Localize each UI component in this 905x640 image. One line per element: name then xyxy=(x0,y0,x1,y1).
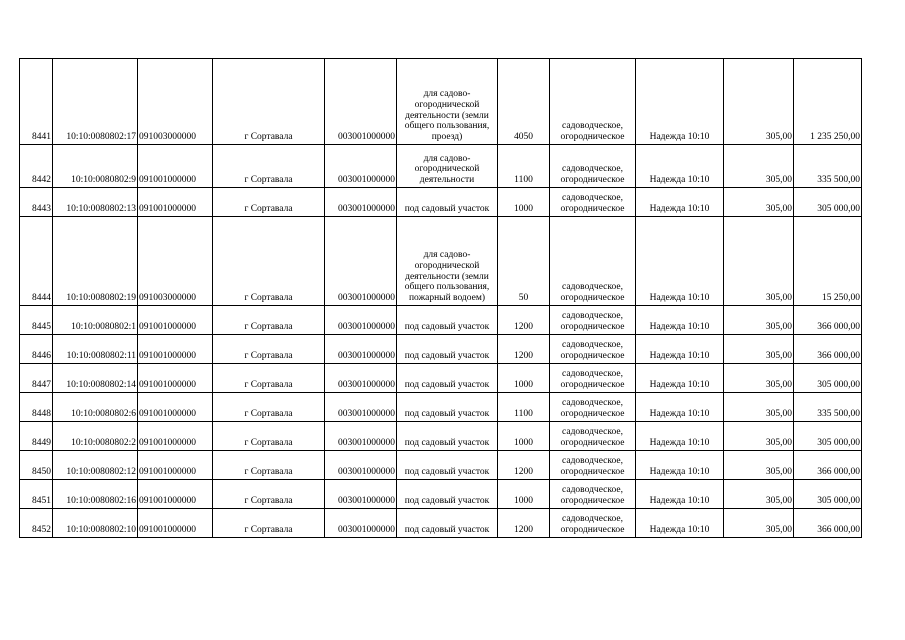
category-code: 003001000000 xyxy=(325,306,397,335)
cadastral-value: 335 500,00 xyxy=(794,145,862,188)
cadastral-value: 15 250,00 xyxy=(794,217,862,306)
table-row xyxy=(20,509,862,538)
cadastral-value: 1 235 250,00 xyxy=(794,59,862,145)
area: 1000 xyxy=(498,188,550,217)
land-category: садоводческое, огородническое xyxy=(550,422,636,451)
row-number: 8445 xyxy=(20,306,53,335)
row-number: 8443 xyxy=(20,188,53,217)
table-row xyxy=(20,59,862,145)
row-number: 8447 xyxy=(20,364,53,393)
row-number: 8452 xyxy=(20,509,53,538)
cadastral-value: 366 000,00 xyxy=(794,306,862,335)
land-category: садоводческое, огородническое xyxy=(550,217,636,306)
valuation-zone: Надежда 10:10 xyxy=(636,422,724,451)
land-register-table xyxy=(19,58,862,538)
permitted-use: для садово-огороднической деятельности (земли общего пользования, проезд) xyxy=(397,59,498,145)
area: 4050 xyxy=(498,59,550,145)
table-row xyxy=(20,188,862,217)
specific-value: 305,00 xyxy=(724,509,794,538)
table-row xyxy=(20,364,862,393)
cadastral-number: 10:10:0080802:6 xyxy=(53,393,138,422)
valuation-zone: Надежда 10:10 xyxy=(636,217,724,306)
settlement: г Сортавала xyxy=(213,364,325,393)
settlement: г Сортавала xyxy=(213,451,325,480)
cadastral-number: 10:10:0080802:11 xyxy=(53,335,138,364)
purpose-code: 091003000000 xyxy=(138,217,213,306)
category-code: 003001000000 xyxy=(325,59,397,145)
table-row xyxy=(20,480,862,509)
land-category: садоводческое, огородническое xyxy=(550,306,636,335)
area: 1100 xyxy=(498,145,550,188)
category-code: 003001000000 xyxy=(325,422,397,451)
purpose-code: 091001000000 xyxy=(138,335,213,364)
row-number: 8448 xyxy=(20,393,53,422)
settlement: г Сортавала xyxy=(213,480,325,509)
cadastral-value: 305 000,00 xyxy=(794,422,862,451)
specific-value: 305,00 xyxy=(724,480,794,509)
cadastral-number: 10:10:0080802:10 xyxy=(53,509,138,538)
cadastral-number: 10:10:0080802:16 xyxy=(53,480,138,509)
specific-value: 305,00 xyxy=(724,188,794,217)
area: 1200 xyxy=(498,306,550,335)
table-row xyxy=(20,393,862,422)
valuation-zone: Надежда 10:10 xyxy=(636,306,724,335)
category-code: 003001000000 xyxy=(325,217,397,306)
permitted-use: под садовый участок xyxy=(397,335,498,364)
cadastral-number: 10:10:0080802:13 xyxy=(53,188,138,217)
table-row xyxy=(20,217,862,306)
settlement: г Сортавала xyxy=(213,145,325,188)
area: 1200 xyxy=(498,451,550,480)
land-category: садоводческое, огородническое xyxy=(550,480,636,509)
land-category: садоводческое, огородническое xyxy=(550,364,636,393)
category-code: 003001000000 xyxy=(325,393,397,422)
category-code: 003001000000 xyxy=(325,509,397,538)
area: 1100 xyxy=(498,393,550,422)
purpose-code: 091001000000 xyxy=(138,306,213,335)
cadastral-number: 10:10:0080802:14 xyxy=(53,364,138,393)
valuation-zone: Надежда 10:10 xyxy=(636,335,724,364)
settlement: г Сортавала xyxy=(213,59,325,145)
area: 1200 xyxy=(498,509,550,538)
specific-value: 305,00 xyxy=(724,422,794,451)
cadastral-number: 10:10:0080802:19 xyxy=(53,217,138,306)
settlement: г Сортавала xyxy=(213,335,325,364)
purpose-code: 091001000000 xyxy=(138,451,213,480)
category-code: 003001000000 xyxy=(325,145,397,188)
purpose-code: 091001000000 xyxy=(138,393,213,422)
land-category: садоводческое, огородническое xyxy=(550,393,636,422)
specific-value: 305,00 xyxy=(724,335,794,364)
table-row xyxy=(20,451,862,480)
area: 1200 xyxy=(498,335,550,364)
table-row xyxy=(20,306,862,335)
valuation-zone: Надежда 10:10 xyxy=(636,393,724,422)
settlement: г Сортавала xyxy=(213,306,325,335)
cadastral-number: 10:10:0080802:1 xyxy=(53,306,138,335)
cadastral-number: 10:10:0080802:9 xyxy=(53,145,138,188)
purpose-code: 091003000000 xyxy=(138,59,213,145)
area: 1000 xyxy=(498,364,550,393)
purpose-code: 091001000000 xyxy=(138,422,213,451)
row-number: 8449 xyxy=(20,422,53,451)
purpose-code: 091001000000 xyxy=(138,145,213,188)
cadastral-number: 10:10:0080802:12 xyxy=(53,451,138,480)
category-code: 003001000000 xyxy=(325,451,397,480)
specific-value: 305,00 xyxy=(724,393,794,422)
row-number: 8444 xyxy=(20,217,53,306)
permitted-use: под садовый участок xyxy=(397,422,498,451)
specific-value: 305,00 xyxy=(724,364,794,393)
table-row xyxy=(20,335,862,364)
area: 1000 xyxy=(498,422,550,451)
specific-value: 305,00 xyxy=(724,59,794,145)
purpose-code: 091001000000 xyxy=(138,480,213,509)
land-category: садоводческое, огородническое xyxy=(550,509,636,538)
permitted-use: под садовый участок xyxy=(397,364,498,393)
cadastral-value: 305 000,00 xyxy=(794,480,862,509)
cadastral-value: 366 000,00 xyxy=(794,451,862,480)
category-code: 003001000000 xyxy=(325,364,397,393)
row-number: 8450 xyxy=(20,451,53,480)
area: 1000 xyxy=(498,480,550,509)
settlement: г Сортавала xyxy=(213,422,325,451)
row-number: 8446 xyxy=(20,335,53,364)
valuation-zone: Надежда 10:10 xyxy=(636,480,724,509)
permitted-use: для садово-огороднической деятельности xyxy=(397,145,498,188)
row-number: 8442 xyxy=(20,145,53,188)
table-row xyxy=(20,422,862,451)
land-category: садоводческое, огородническое xyxy=(550,335,636,364)
purpose-code: 091001000000 xyxy=(138,188,213,217)
valuation-zone: Надежда 10:10 xyxy=(636,509,724,538)
settlement: г Сортавала xyxy=(213,188,325,217)
cadastral-value: 305 000,00 xyxy=(794,188,862,217)
specific-value: 305,00 xyxy=(724,451,794,480)
category-code: 003001000000 xyxy=(325,188,397,217)
permitted-use: под садовый участок xyxy=(397,306,498,335)
cadastral-number: 10:10:0080802:17 xyxy=(53,59,138,145)
category-code: 003001000000 xyxy=(325,335,397,364)
cadastral-value: 335 500,00 xyxy=(794,393,862,422)
cadastral-number: 10:10:0080802:2 xyxy=(53,422,138,451)
permitted-use: под садовый участок xyxy=(397,188,498,217)
land-category: садоводческое, огородническое xyxy=(550,451,636,480)
valuation-zone: Надежда 10:10 xyxy=(636,451,724,480)
cadastral-value: 366 000,00 xyxy=(794,335,862,364)
purpose-code: 091001000000 xyxy=(138,509,213,538)
cadastral-value: 305 000,00 xyxy=(794,364,862,393)
land-category: садоводческое, огородническое xyxy=(550,188,636,217)
row-number: 8441 xyxy=(20,59,53,145)
area: 50 xyxy=(498,217,550,306)
specific-value: 305,00 xyxy=(724,306,794,335)
permitted-use: под садовый участок xyxy=(397,451,498,480)
cadastral-value: 366 000,00 xyxy=(794,509,862,538)
table-row xyxy=(20,145,862,188)
land-category: садоводческое, огородническое xyxy=(550,59,636,145)
category-code: 003001000000 xyxy=(325,480,397,509)
purpose-code: 091001000000 xyxy=(138,364,213,393)
valuation-zone: Надежда 10:10 xyxy=(636,59,724,145)
row-number: 8451 xyxy=(20,480,53,509)
permitted-use: под садовый участок xyxy=(397,509,498,538)
valuation-zone: Надежда 10:10 xyxy=(636,364,724,393)
land-category: садоводческое, огородническое xyxy=(550,145,636,188)
valuation-zone: Надежда 10:10 xyxy=(636,145,724,188)
settlement: г Сортавала xyxy=(213,393,325,422)
valuation-zone: Надежда 10:10 xyxy=(636,188,724,217)
permitted-use: под садовый участок xyxy=(397,480,498,509)
permitted-use: под садовый участок xyxy=(397,393,498,422)
settlement: г Сортавала xyxy=(213,509,325,538)
specific-value: 305,00 xyxy=(724,145,794,188)
settlement: г Сортавала xyxy=(213,217,325,306)
permitted-use: для садово-огороднической деятельности (земли общего пользования, пожарный водоем) xyxy=(397,217,498,306)
specific-value: 305,00 xyxy=(724,217,794,306)
